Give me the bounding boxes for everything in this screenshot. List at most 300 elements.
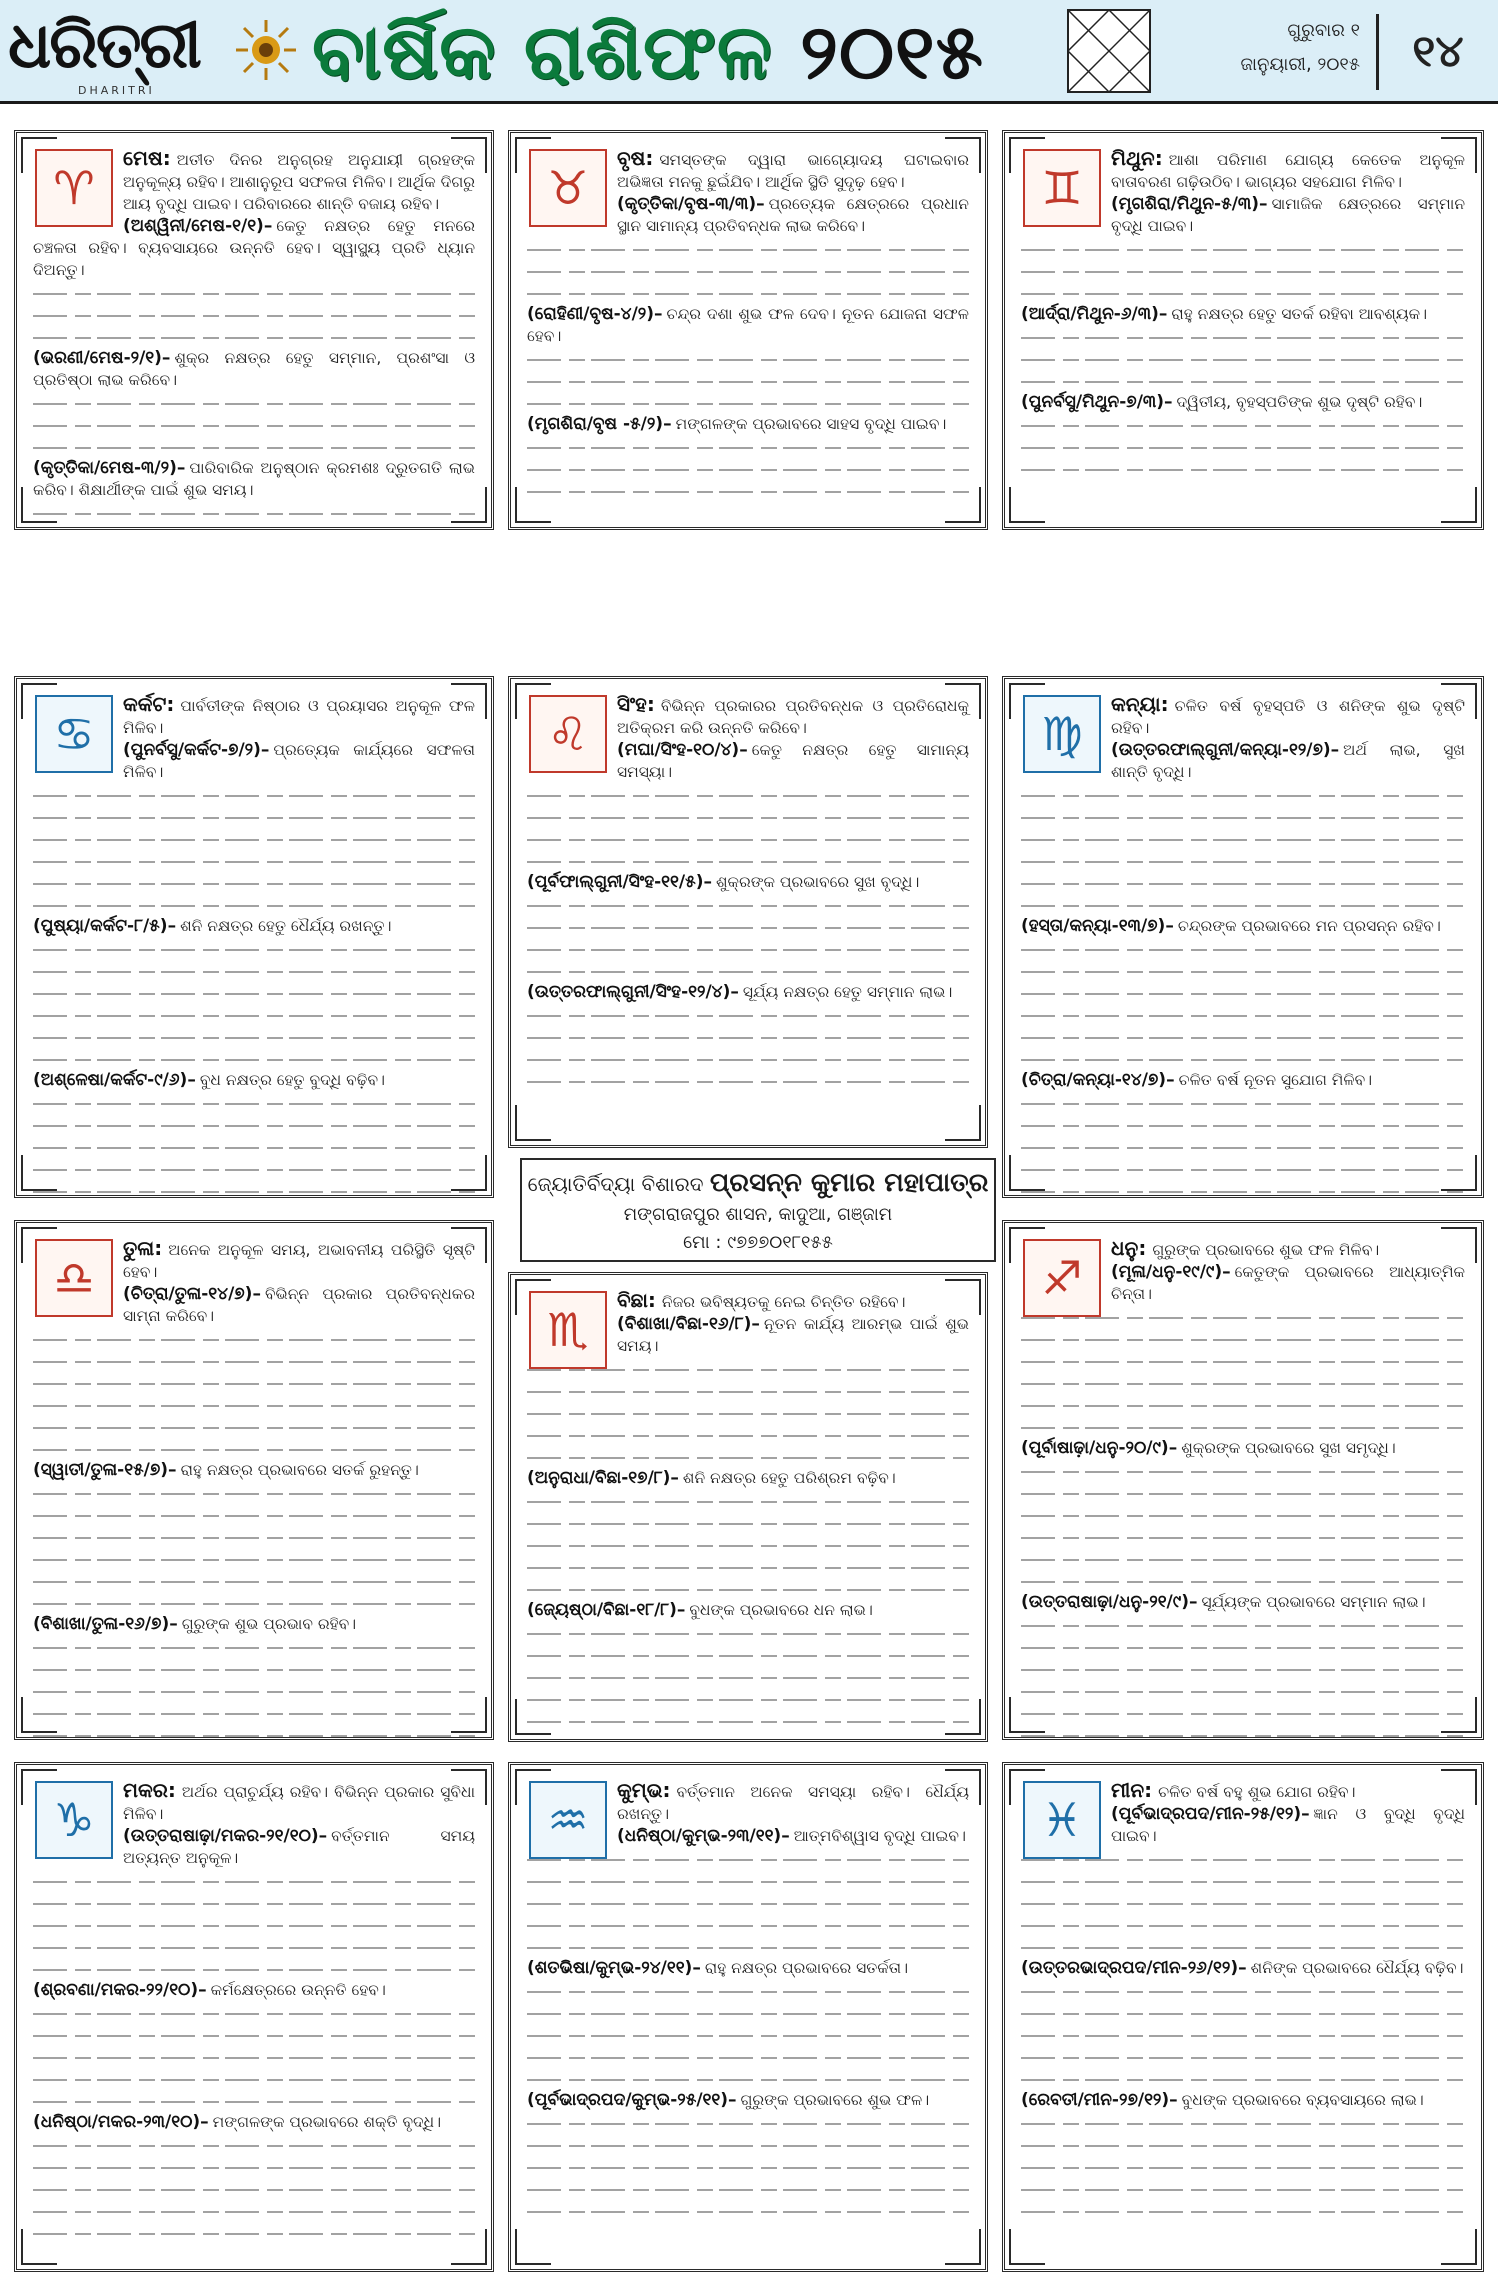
nakshatra-heading: (ପୁଷ୍ୟା/କର୍କଟ-୮/୫)– bbox=[33, 916, 177, 936]
corner-ornament bbox=[1009, 487, 1045, 523]
text-line-placeholder bbox=[1021, 1091, 1465, 1113]
sign-intro: ନିଜର ଭବିଷ୍ୟତକୁ ନେଇ ଚିନ୍ତିତ ରହିବେ। bbox=[661, 1293, 906, 1311]
astrologer-credit bbox=[520, 1158, 996, 1262]
text-line-placeholder bbox=[33, 1525, 475, 1547]
goat-icon: ♑ bbox=[35, 1781, 113, 1859]
corner-ornament bbox=[1009, 1769, 1045, 1805]
text-line-placeholder bbox=[33, 2133, 475, 2155]
text-line-placeholder bbox=[33, 1957, 475, 1979]
nakshatra-text: ଶନିଙ୍କ ପ୍ରଭାବରେ ଧୈର୍ଯ୍ୟ ବଢ଼ିବ। bbox=[1250, 1959, 1464, 1977]
text-line-placeholder bbox=[33, 303, 475, 325]
text-line-placeholder bbox=[527, 783, 969, 805]
text-line-placeholder bbox=[1021, 1459, 1465, 1481]
text-line-placeholder bbox=[33, 2023, 475, 2045]
nakshatra-heading: (ବିଶାଖା/ତୁଳା-୧୬/୭)– bbox=[33, 1614, 178, 1634]
corner-ornament bbox=[515, 2229, 551, 2265]
text-line-placeholder bbox=[33, 1437, 475, 1459]
text-line-placeholder bbox=[1021, 1847, 1465, 1869]
corner-ornament bbox=[515, 1279, 551, 1315]
text-line-placeholder bbox=[527, 1025, 969, 1047]
text-line-placeholder bbox=[1021, 1891, 1465, 1913]
nakshatra-text: ଶୁକ୍ର ନକ୍ଷତ୍ର ହେତୁ ସମ୍ମାନ, ପ୍ରଶଂସା ଓ ପ୍ରତିଷ୍ଠା ଲାଭ କରିବେ। bbox=[33, 349, 475, 389]
text-line-placeholder bbox=[33, 391, 475, 413]
sign-box bbox=[1002, 130, 1484, 530]
text-line-placeholder bbox=[527, 1379, 969, 1401]
text-line-placeholder bbox=[33, 1371, 475, 1393]
text-line-placeholder bbox=[1021, 2155, 1465, 2177]
text-line-placeholder bbox=[33, 871, 475, 893]
logo-text: ଧରିତ୍ରୀ bbox=[8, 8, 200, 83]
nakshatra-text: ଚନ୍ଦ୍ରଙ୍କ ପ୍ରଭାବରେ ମନ ପ୍ରସନ୍ନ ରହିବ। bbox=[1177, 917, 1441, 935]
nakshatra-text: ବୁଧ ନକ୍ଷତ୍ର ହେତୁ ବୁଦ୍ଧି ବଢ଼ିବ। bbox=[199, 1071, 386, 1089]
text-line-placeholder bbox=[1021, 2045, 1465, 2067]
nakshatra-text: ମଙ୍ଗଳଙ୍କ ପ୍ରଭାବରେ ସାହସ ବୃଦ୍ଧି ପାଇବ। bbox=[675, 415, 947, 433]
scorpion-icon: ♏ bbox=[529, 1291, 607, 1369]
text-line-placeholder bbox=[527, 1665, 969, 1687]
logo-subtext: DHARITRI bbox=[78, 84, 155, 97]
nakshatra-heading: (ଚିତ୍ରା/ତୁଳା-୧୪/୭)– bbox=[123, 1284, 261, 1304]
nakshatra-entry bbox=[527, 413, 969, 435]
nakshatra-heading: (ସ୍ୱାତୀ/ତୁଳା-୧୫/୭)– bbox=[33, 1460, 177, 1480]
sign-name: ମୀନ: bbox=[1111, 1778, 1153, 1802]
nakshatra-heading: (ପୁନର୍ବସୁ/ମିଥୁନ-୭/୩)– bbox=[1021, 392, 1173, 412]
sign-text bbox=[527, 693, 969, 1091]
nakshatra-text: ଦ୍ୱିତୀୟ, ବୃହସ୍ପତିଙ୍କ ଶୁଭ ଦୃଷ୍ଟି ରହିବ। bbox=[1176, 393, 1423, 411]
text-line-placeholder bbox=[1021, 1547, 1465, 1569]
text-line-placeholder bbox=[33, 1157, 475, 1179]
title-year: ୨୦୧୫ bbox=[800, 7, 985, 96]
nakshatra-heading: (ଚିତ୍ରା/କନ୍ୟା-୧୪/୭)– bbox=[1021, 1070, 1175, 1090]
text-line-placeholder bbox=[527, 937, 969, 959]
sign-text bbox=[33, 147, 475, 530]
nakshatra-entry bbox=[33, 457, 475, 501]
text-line-placeholder bbox=[33, 959, 475, 981]
nakshatra-text: ଶୁକ୍ରଙ୍କ ପ୍ରଭାବରେ ସୁଖ ବୃଦ୍ଧି। bbox=[715, 873, 920, 891]
nakshatra-heading: (ପୂର୍ବଭାଦ୍ରପଦ/କୁମ୍ଭ-୨୫/୧୧)– bbox=[527, 2090, 737, 2110]
sign-box bbox=[1002, 1220, 1484, 1740]
sign-text bbox=[527, 1289, 969, 1731]
text-line-placeholder bbox=[527, 259, 969, 281]
credit-phone[interactable]: ମୋ : ୯୭୭୭୦୧୮୧୫୫ bbox=[683, 1232, 833, 1253]
corner-ornament bbox=[945, 2229, 981, 2265]
text-line-placeholder bbox=[33, 1327, 475, 1349]
nakshatra-entry bbox=[33, 1979, 475, 2001]
nakshatra-entry bbox=[527, 1957, 969, 1979]
sign-box bbox=[14, 1762, 494, 2272]
nakshatra-heading: (ଜ୍ୟେଷ୍ଠା/ବିଛା-୧୮/୮)– bbox=[527, 1600, 686, 1620]
nakshatra-heading: (ଧନିଷ୍ଠା/ମକର-୨୩/୧୦)– bbox=[33, 2112, 209, 2132]
sign-text bbox=[527, 1779, 969, 2221]
text-line-placeholder bbox=[33, 893, 475, 915]
nakshatra-heading: (ଅଶ୍ୱିନୀ/ମେଷ-୧/୧)– bbox=[123, 216, 273, 236]
nakshatra-text: ନୂତନ କାର୍ଯ୍ୟ ଆରମ୍ଭ ପାଇଁ ଶୁଭ ସମୟ। bbox=[617, 1315, 969, 1355]
text-line-placeholder bbox=[1021, 959, 1465, 981]
text-line-placeholder bbox=[33, 1091, 475, 1113]
sign-text bbox=[1021, 693, 1465, 1198]
ram-icon: ♈ bbox=[35, 149, 113, 227]
text-line-placeholder bbox=[1021, 1393, 1465, 1415]
text-line-placeholder bbox=[527, 959, 969, 981]
nakshatra-heading: (ପୁନର୍ବସୁ/କର୍କଟ-୭/୨)– bbox=[123, 740, 270, 760]
text-line-placeholder bbox=[1021, 1679, 1465, 1701]
text-line-placeholder bbox=[527, 1489, 969, 1511]
text-line-placeholder bbox=[1021, 325, 1465, 347]
text-line-placeholder bbox=[33, 501, 475, 523]
text-line-placeholder bbox=[1021, 435, 1465, 457]
text-line-placeholder bbox=[527, 281, 969, 303]
text-line-placeholder bbox=[33, 2001, 475, 2023]
nakshatra-heading: (ଉତ୍ତରଫାଲ୍‌ଗୁନୀ/ସିଂହ-୧୨/୪)– bbox=[527, 982, 739, 1002]
text-line-placeholder bbox=[527, 347, 969, 369]
corner-ornament bbox=[21, 1769, 57, 1805]
text-line-placeholder bbox=[33, 1935, 475, 1957]
text-line-placeholder bbox=[33, 1003, 475, 1025]
nakshatra-text: ବୁଧଙ୍କ ପ୍ରଭାବରେ ଧନ ଲାଭ। bbox=[689, 1601, 873, 1619]
text-line-placeholder bbox=[1021, 1003, 1465, 1025]
text-line-placeholder bbox=[1021, 1569, 1465, 1591]
text-line-placeholder bbox=[1021, 1025, 1465, 1047]
text-line-placeholder bbox=[1021, 1525, 1465, 1547]
text-line-placeholder bbox=[1021, 2067, 1465, 2089]
nakshatra-text: ବିଭିନ୍ନ ପ୍ରକାର ପ୍ରତିବନ୍ଧକର ସାମ୍ନା କରିବେ। bbox=[123, 1285, 475, 1325]
text-line-placeholder bbox=[33, 325, 475, 347]
sign-intro: ଗୁରୁଙ୍କ ପ୍ରଭାବରେ ଶୁଭ ଫଳ ମିଳିବ। bbox=[1152, 1241, 1380, 1259]
text-line-placeholder bbox=[527, 1621, 969, 1643]
text-line-placeholder bbox=[1021, 1613, 1465, 1635]
text-line-placeholder bbox=[1021, 1913, 1465, 1935]
archer-icon: ♐ bbox=[1023, 1239, 1101, 1317]
sign-name: କର୍କଟ: bbox=[123, 692, 175, 716]
corner-ornament bbox=[945, 137, 981, 173]
sign-text bbox=[1021, 147, 1465, 479]
text-line-placeholder bbox=[527, 893, 969, 915]
text-line-placeholder bbox=[1021, 1701, 1465, 1723]
text-line-placeholder bbox=[1021, 413, 1465, 435]
nakshatra-text: ଆତ୍ମବିଶ୍ୱାସ ବୃଦ୍ଧି ପାଇବ। bbox=[793, 1827, 966, 1845]
nakshatra-entry bbox=[527, 303, 969, 347]
nakshatra-text: ବୁଧଙ୍କ ପ୍ରଭାବରେ ବ୍ୟବସାୟରେ ଲାଭ। bbox=[1181, 2091, 1424, 2109]
sign-text bbox=[33, 1779, 475, 2243]
text-line-placeholder bbox=[33, 435, 475, 457]
text-line-placeholder bbox=[1021, 1657, 1465, 1679]
dateline bbox=[1170, 14, 1360, 90]
corner-ornament bbox=[515, 137, 551, 173]
sign-intro: ଅର୍ଥର ପ୍ରାଚୁର୍ଯ୍ୟ ରହିବ। ବିଭିନ୍ନ ପ୍ରକାର ସୁବିଧା ମିଳିବ। bbox=[123, 1783, 475, 1823]
text-line-placeholder bbox=[33, 1591, 475, 1613]
sign-name: କନ୍ୟା: bbox=[1111, 692, 1169, 716]
text-line-placeholder bbox=[1021, 2001, 1465, 2023]
text-line-placeholder bbox=[527, 1511, 969, 1533]
zodiac-chart-icon bbox=[1064, 6, 1154, 96]
text-line-placeholder bbox=[33, 1569, 475, 1591]
nakshatra-entry bbox=[527, 981, 969, 1003]
sign-box bbox=[508, 1272, 988, 1742]
sign-name: ମେଷ: bbox=[123, 146, 171, 170]
corner-ornament bbox=[945, 1279, 981, 1315]
text-line-placeholder bbox=[33, 1481, 475, 1503]
water-bearer-icon: ♒ bbox=[529, 1781, 607, 1859]
nakshatra-text: କେତୁ ନକ୍ଷତ୍ର ହେତୁ ମନରେ ଚଞ୍ଚଳତା ରହିବ। ବ୍ୟବସାୟରେ ଉନ୍ନତି ହେବ। ସ୍ୱାସ୍ଥ୍ୟ ପ୍ରତି ଧ୍ୟାନ ଦିଅନ୍ତୁ। bbox=[33, 217, 475, 279]
nakshatra-text: ମଙ୍ଗଳଙ୍କ ପ୍ରଭାବରେ ଶକ୍ତି ବୃଦ୍ଧି। bbox=[212, 2113, 442, 2131]
text-line-placeholder bbox=[1021, 783, 1465, 805]
text-line-placeholder bbox=[33, 1723, 475, 1740]
text-line-placeholder bbox=[33, 1503, 475, 1525]
text-line-placeholder bbox=[1021, 1723, 1465, 1740]
text-line-placeholder bbox=[1021, 805, 1465, 827]
text-line-placeholder bbox=[527, 1869, 969, 1891]
sign-name: କୁମ୍ଭ: bbox=[617, 1778, 671, 1802]
sign-name: ଧନୁ: bbox=[1111, 1236, 1147, 1260]
corner-ornament bbox=[945, 1105, 981, 1141]
corner-ornament bbox=[451, 1769, 487, 1805]
text-line-placeholder bbox=[1021, 2199, 1465, 2221]
masthead-divider bbox=[1376, 14, 1379, 90]
corner-ornament bbox=[451, 683, 487, 719]
nakshatra-heading: (କୃତ୍ତିକା/ବୃଷ-୩/୩)– bbox=[617, 194, 765, 214]
text-line-placeholder bbox=[527, 1979, 969, 2001]
text-line-placeholder bbox=[527, 1577, 969, 1599]
text-line-placeholder bbox=[527, 1555, 969, 1577]
sign-text bbox=[33, 693, 475, 1198]
nakshatra-entry bbox=[33, 2111, 475, 2133]
nakshatra-entry bbox=[33, 915, 475, 937]
nakshatra-entry bbox=[33, 1069, 475, 1091]
text-line-placeholder bbox=[33, 523, 475, 530]
text-line-placeholder bbox=[1021, 893, 1465, 915]
nakshatra-heading: (ହସ୍ତା/କନ୍ୟା-୧୩/୭)– bbox=[1021, 916, 1174, 936]
corner-ornament bbox=[1441, 683, 1477, 719]
text-line-placeholder bbox=[1021, 981, 1465, 1003]
text-line-placeholder bbox=[1021, 2177, 1465, 2199]
nakshatra-entry bbox=[1021, 391, 1465, 413]
text-line-placeholder bbox=[527, 2045, 969, 2067]
text-line-placeholder bbox=[33, 981, 475, 1003]
text-line-placeholder bbox=[527, 1047, 969, 1069]
sign-name: ବିଛା: bbox=[617, 1288, 656, 1312]
sign-name: ବୃଷ: bbox=[617, 146, 654, 170]
nakshatra-text: ପାରିବାରିକ ଅନୁଷ୍ଠାନ କ୍ରମଶଃ ଦ୍ରୁତଗତି ଲାଭ କରିବ। ଶିକ୍ଷାର୍ଥୀଙ୍କ ପାଇଁ ଶୁଭ ସମୟ। bbox=[33, 459, 475, 499]
text-line-placeholder bbox=[527, 1357, 969, 1379]
corner-ornament bbox=[21, 137, 57, 173]
crab-icon: ♋ bbox=[35, 695, 113, 773]
sign-text bbox=[527, 147, 969, 501]
text-line-placeholder bbox=[33, 2221, 475, 2243]
sign-text bbox=[1021, 1779, 1465, 2221]
nakshatra-text: ପ୍ରତ୍ୟେକ କ୍ଷେତ୍ରରେ ପ୍ରଧାନ ସ୍ଥାନ ସାମାନ୍ୟ ପ୍ରତିବନ୍ଧକ ଲାଭ କରିବେ। bbox=[617, 195, 969, 235]
text-line-placeholder bbox=[527, 1687, 969, 1709]
corner-ornament bbox=[1441, 1769, 1477, 1805]
corner-ornament bbox=[21, 1227, 57, 1263]
text-line-placeholder bbox=[527, 2111, 969, 2133]
credit-prefix: ଜ୍ୟୋତିର୍ବିଦ୍ୟା ବିଶାରଦ bbox=[527, 1172, 704, 1196]
sign-name: ମିଥୁନ: bbox=[1111, 146, 1163, 170]
text-line-placeholder bbox=[1021, 281, 1465, 303]
sign-name: ସିଂହ: bbox=[617, 692, 655, 716]
nakshatra-text: ଗୁରୁଙ୍କ ପ୍ରଭାବରେ ଶୁଭ ଫଳ। bbox=[740, 2091, 930, 2109]
text-line-placeholder bbox=[527, 1003, 969, 1025]
text-line-placeholder bbox=[527, 1445, 969, 1467]
nakshatra-heading: (ପୂର୍ବଭାଦ୍ରପଦ/ମୀନ-୨୫/୧୨)– bbox=[1111, 1804, 1310, 1824]
text-line-placeholder bbox=[527, 391, 969, 413]
nakshatra-entry bbox=[1021, 2089, 1465, 2111]
nakshatra-entry bbox=[527, 1599, 969, 1621]
sign-intro: ଆଶା ପରିମାଣ ଯୋଗ୍ୟ କେତେକ ଅନୁକୂଳ ବାତାବରଣ ଗଢ଼ିଉଠିବ। ଭାଗ୍ୟର ସହଯୋଗ ମିଳିବ। bbox=[1111, 151, 1465, 191]
text-line-placeholder bbox=[527, 237, 969, 259]
sign-box bbox=[14, 130, 494, 530]
text-line-placeholder bbox=[1021, 827, 1465, 849]
text-line-placeholder bbox=[33, 1179, 475, 1198]
text-line-placeholder bbox=[33, 2155, 475, 2177]
nakshatra-entry bbox=[1021, 1591, 1465, 1613]
nakshatra-entry bbox=[1021, 1069, 1465, 1091]
corner-ornament bbox=[945, 1769, 981, 1805]
nakshatra-entry bbox=[33, 1459, 475, 1481]
text-line-placeholder bbox=[33, 281, 475, 303]
corner-ornament bbox=[451, 137, 487, 173]
nakshatra-heading: (ଧନିଷ୍ଠା/କୁମ୍ଭ-୨୩/୧୧)– bbox=[617, 1826, 790, 1846]
nakshatra-heading: (ଅଶ୍ଳେଷା/କର୍କଟ-୯/୬)– bbox=[33, 1070, 196, 1090]
text-line-placeholder bbox=[527, 2001, 969, 2023]
sign-name: ତୁଳା: bbox=[123, 1236, 163, 1260]
scales-icon: ♎ bbox=[35, 1239, 113, 1317]
text-line-placeholder bbox=[1021, 937, 1465, 959]
sign-intro: ସମସ୍ତଙ୍କ ଦ୍ୱାରା ଭାଗ୍ୟୋଦୟ ଘଟାଇବାର ଅଭିଜ୍ଞତା ମନକୁ ଛୁଇଁଯିବ। ଆର୍ଥିକ ସ୍ଥିତି ସୁଦୃଢ଼ ହେବ। bbox=[617, 151, 969, 191]
nakshatra-text: କେତୁଙ୍କ ପ୍ରଭାବରେ ଆଧ୍ୟାତ୍ମିକ ଚିନ୍ତା। bbox=[1111, 1263, 1465, 1303]
text-line-placeholder bbox=[1021, 2023, 1465, 2045]
text-line-placeholder bbox=[33, 1679, 475, 1701]
text-line-placeholder bbox=[527, 2177, 969, 2199]
text-line-placeholder bbox=[1021, 2111, 1465, 2133]
nakshatra-heading: (ମୃଗଶିରା/ମିଥୁନ-୫/୩)– bbox=[1111, 194, 1268, 214]
text-line-placeholder bbox=[527, 1533, 969, 1555]
nakshatra-heading: (ରୋହିଣୀ/ବୃଷ-୪/୨)– bbox=[527, 304, 663, 324]
nakshatra-text: ରାହୁ ନକ୍ଷତ୍ର ପ୍ରଭାବରେ ସତର୍କ ରୁହନ୍ତୁ। bbox=[180, 1461, 419, 1479]
text-line-placeholder bbox=[1021, 1869, 1465, 1891]
text-line-placeholder bbox=[527, 435, 969, 457]
nakshatra-text: ଶନି ନକ୍ଷତ୍ର ହେତୁ ପରିଶ୍ରମ ବଢ଼ିବ। bbox=[682, 1469, 896, 1487]
text-line-placeholder bbox=[527, 1709, 969, 1731]
nakshatra-heading: (ବିଶାଖା/ବିଛା-୧୬/୮)– bbox=[617, 1314, 760, 1334]
nakshatra-heading: (ପୂର୍ବଫାଲ୍‌ଗୁନୀ/ସିଂହ-୧୧/୫)– bbox=[527, 872, 712, 892]
nakshatra-text: ପ୍ରତ୍ୟେକ କାର୍ଯ୍ୟରେ ସଫଳତା ମିଳିବ। bbox=[123, 741, 475, 781]
newspaper-logo[interactable] bbox=[8, 6, 228, 98]
nakshatra-text: ସୂର୍ଯ୍ୟଙ୍କ ପ୍ରଭାବରେ ସମ୍ମାନ ଲାଭ। bbox=[1201, 1593, 1426, 1611]
nakshatra-heading: (ଉତ୍ତରଫାଲ୍‌ଗୁନୀ/କନ୍ୟା-୧୨/୭)– bbox=[1111, 740, 1340, 760]
credit-author: ପ୍ରସନ୍ନ କୁମାର ମହାପାତ୍ର bbox=[709, 1168, 989, 1198]
corner-ornament bbox=[451, 1227, 487, 1263]
nakshatra-heading: (ମଘା/ସିଂହ-୧୦/୪)– bbox=[617, 740, 748, 760]
text-line-placeholder bbox=[1021, 259, 1465, 281]
text-line-placeholder bbox=[33, 805, 475, 827]
corner-ornament bbox=[1441, 137, 1477, 173]
text-line-placeholder bbox=[33, 2089, 475, 2111]
twins-icon: ♊ bbox=[1023, 149, 1101, 227]
nakshatra-text: ଶୁକ୍ରଙ୍କ ପ୍ରଭାବରେ ସୁଖ ସମୃଦ୍ଧି। bbox=[1181, 1439, 1396, 1457]
text-line-placeholder bbox=[33, 827, 475, 849]
sign-box bbox=[508, 130, 988, 530]
text-line-placeholder bbox=[527, 1913, 969, 1935]
nakshatra-entry bbox=[1021, 1957, 1465, 1979]
text-line-placeholder bbox=[33, 1657, 475, 1679]
sign-intro: ଚଳିତ ବର୍ଷ ବୃହସ୍ପତି ଓ ଶନିଙ୍କ ଶୁଭ ଦୃଷ୍ଟି ରହିବ। bbox=[1111, 697, 1465, 737]
nakshatra-heading: (ଉତ୍ତରଭାଦ୍ରପଦ/ମୀନ-୨୬/୧୨)– bbox=[1021, 1958, 1247, 1978]
nakshatra-text: ସୂର୍ଯ୍ୟ ନକ୍ଷତ୍ର ହେତୁ ସମ୍ମାନ ଲାଭ। bbox=[742, 983, 953, 1001]
text-line-placeholder bbox=[33, 1047, 475, 1069]
nakshatra-text: ଅର୍ଥ ଲାଭ, ସୁଖ ଶାନ୍ତି ବୃଦ୍ଧି। bbox=[1111, 741, 1465, 781]
text-line-placeholder bbox=[33, 1349, 475, 1371]
text-line-placeholder bbox=[1021, 1481, 1465, 1503]
text-line-placeholder bbox=[1021, 1349, 1465, 1371]
nakshatra-text: ଗୁରୁଙ୍କ ଶୁଭ ପ୍ରଭାବ ରହିବ। bbox=[181, 1615, 357, 1633]
nakshatra-text: ରାହୁ ନକ୍ଷତ୍ର ହେତୁ ସତର୍କ ରହିବା ଆବଶ୍ୟକ। bbox=[1171, 305, 1428, 323]
sign-intro: ଅନେକ ଅନୁକୂଳ ସମୟ, ଅଭାବନୀୟ ପରିସ୍ଥିତି ସୃଷ୍ଟି ହେବ। bbox=[123, 1241, 475, 1281]
lion-icon: ♌ bbox=[529, 695, 607, 773]
page-title bbox=[312, 4, 1032, 100]
text-line-placeholder bbox=[527, 915, 969, 937]
text-line-placeholder bbox=[1021, 1415, 1465, 1437]
text-line-placeholder bbox=[33, 1025, 475, 1047]
nakshatra-entry bbox=[527, 871, 969, 893]
corner-ornament bbox=[1441, 487, 1477, 523]
text-line-placeholder bbox=[33, 1913, 475, 1935]
text-line-placeholder bbox=[1021, 457, 1465, 479]
text-line-placeholder bbox=[33, 2067, 475, 2089]
nakshatra-text: ଶନି ନକ୍ଷତ୍ର ହେତୁ ଧୈର୍ଯ୍ୟ ରଖନ୍ତୁ। bbox=[180, 917, 392, 935]
nakshatra-heading: (ଶ୍ରବଣା/ମକର-୨୨/୧୦)– bbox=[33, 1980, 207, 2000]
text-line-placeholder bbox=[33, 1891, 475, 1913]
text-line-placeholder bbox=[1021, 369, 1465, 391]
text-line-placeholder bbox=[527, 2155, 969, 2177]
text-line-placeholder bbox=[527, 1401, 969, 1423]
corner-ornament bbox=[1009, 683, 1045, 719]
nakshatra-text: ଚନ୍ଦ୍ର ଦଶା ଶୁଭ ଫଳ ଦେବ। ନୂତନ ଯୋଜନା ସଫଳ ହେବ। bbox=[527, 305, 969, 345]
sign-box bbox=[508, 676, 988, 1148]
text-line-placeholder bbox=[33, 1393, 475, 1415]
nakshatra-entry bbox=[527, 1467, 969, 1489]
text-line-placeholder bbox=[33, 1869, 475, 1891]
text-line-placeholder bbox=[1021, 1305, 1465, 1327]
nakshatra-entry bbox=[1021, 303, 1465, 325]
text-line-placeholder bbox=[527, 479, 969, 501]
sign-box bbox=[1002, 1762, 1484, 2272]
nakshatra-entry bbox=[1021, 915, 1465, 937]
corner-ornament bbox=[21, 683, 57, 719]
nakshatra-text: ବର୍ତ୍ତମାନ ସମୟ ଅତ୍ୟନ୍ତ ଅନୁକୂଳ। bbox=[123, 1827, 475, 1867]
nakshatra-text: ଜ୍ଞାନ ଓ ବୁଦ୍ଧି ବୃଦ୍ଧି ପାଇବ। bbox=[1111, 1805, 1465, 1845]
nakshatra-heading: (ମୂଳା/ଧନୁ-୧୯/୯)– bbox=[1111, 1262, 1231, 1282]
sign-box bbox=[14, 1220, 494, 1740]
text-line-placeholder bbox=[527, 1643, 969, 1665]
sign-box bbox=[508, 1762, 988, 2272]
text-line-placeholder bbox=[33, 2199, 475, 2221]
text-line-placeholder bbox=[527, 1935, 969, 1957]
nakshatra-text: ରାହୁ ନକ୍ଷତ୍ର ପ୍ରଭାବରେ ସତର୍କତା। bbox=[704, 1959, 909, 1977]
corner-ornament bbox=[1009, 2229, 1045, 2265]
text-line-placeholder bbox=[33, 2177, 475, 2199]
title-text: ବାର୍ଷିକ ରାଶିଫଳ bbox=[312, 7, 773, 96]
text-line-placeholder bbox=[1021, 1113, 1465, 1135]
maiden-icon: ♍ bbox=[1023, 695, 1101, 773]
nakshatra-heading: (ଆର୍ଦ୍ରା/ମିଥୁନ-୬/୩)– bbox=[1021, 304, 1168, 324]
sign-text bbox=[1021, 1237, 1465, 1740]
credit-address: ମଙ୍ଗରାଜପୁର ଶାସନ, କାଦୁଆ, ଗଞ୍ଜାମ bbox=[623, 1204, 893, 1225]
text-line-placeholder bbox=[1021, 1635, 1465, 1657]
nakshatra-entry bbox=[33, 1613, 475, 1635]
text-line-placeholder bbox=[1021, 347, 1465, 369]
text-line-placeholder bbox=[33, 1635, 475, 1657]
text-line-placeholder bbox=[33, 1415, 475, 1437]
sign-intro: ଚଳିତ ବର୍ଷ ବହୁ ଶୁଭ ଯୋଗ ରହିବ। bbox=[1158, 1783, 1356, 1801]
